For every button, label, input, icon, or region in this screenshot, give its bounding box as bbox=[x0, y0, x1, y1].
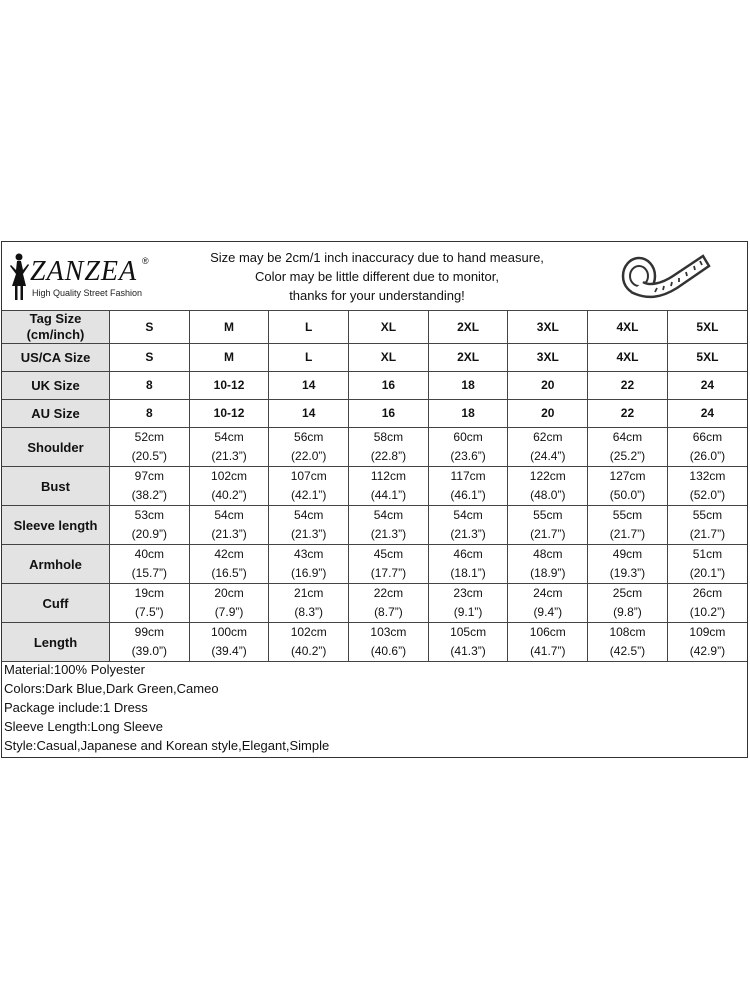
table-cell bbox=[189, 506, 269, 545]
table-cell: XL bbox=[349, 311, 429, 344]
table-cell bbox=[667, 623, 747, 662]
size-chart bbox=[1, 241, 748, 758]
table-cell bbox=[189, 545, 269, 584]
table-cell bbox=[428, 584, 508, 623]
table-cell bbox=[269, 584, 349, 623]
inch-value: (40.2”) bbox=[211, 488, 247, 502]
table-cell bbox=[508, 467, 588, 506]
inch-value: (42.1”) bbox=[291, 488, 327, 502]
table-cell bbox=[508, 584, 588, 623]
inch-value: (21.7”) bbox=[689, 527, 726, 541]
cm-value: 54cm bbox=[373, 508, 404, 522]
cm-value: 53cm bbox=[134, 508, 165, 522]
inch-value: (21.7”) bbox=[530, 527, 566, 541]
cm-value: 49cm bbox=[612, 547, 643, 561]
table-cell bbox=[588, 545, 668, 584]
cm-value: 58cm bbox=[373, 430, 404, 444]
table-cell: 3XL bbox=[508, 344, 588, 372]
table-row bbox=[2, 311, 747, 344]
cm-value: 23cm bbox=[453, 586, 483, 600]
table-cell: M bbox=[189, 311, 269, 344]
cm-value: 48cm bbox=[533, 547, 563, 561]
row-label: US/CA Size bbox=[2, 344, 110, 372]
table-cell bbox=[428, 623, 508, 662]
detail-style: Style:Casual,Japanese and Korean style,Elegant,Simple bbox=[4, 738, 330, 753]
table-cell bbox=[428, 428, 508, 467]
table-cell bbox=[428, 506, 508, 545]
inch-value: (7.5”) bbox=[135, 605, 164, 619]
table-cell bbox=[189, 623, 269, 662]
table-cell: 14 bbox=[269, 400, 349, 428]
cm-value: 112cm bbox=[370, 469, 406, 483]
table-cell: 8 bbox=[110, 372, 190, 400]
cm-value: 117cm bbox=[450, 469, 486, 483]
table-cell bbox=[189, 428, 269, 467]
table-cell bbox=[349, 428, 429, 467]
table-cell: 18 bbox=[428, 400, 508, 428]
cm-value: 60cm bbox=[453, 430, 483, 444]
inch-value: (7.9”) bbox=[214, 605, 244, 619]
cm-value: 54cm bbox=[453, 508, 483, 522]
product-details bbox=[4, 660, 329, 755]
inch-value: (39.4”) bbox=[211, 644, 247, 658]
cm-value: 19cm bbox=[134, 586, 165, 600]
cm-value: 97cm bbox=[134, 469, 165, 483]
row-label: UK Size bbox=[2, 372, 110, 400]
table-cell bbox=[428, 545, 508, 584]
inch-value: (22.0”) bbox=[291, 449, 327, 463]
table-row bbox=[2, 372, 747, 400]
table-row bbox=[2, 584, 747, 623]
cm-value: 108cm bbox=[609, 625, 646, 639]
table-cell bbox=[269, 506, 349, 545]
inch-value: (21.3”) bbox=[211, 527, 247, 541]
cm-value: 55cm bbox=[692, 508, 723, 522]
table-cell bbox=[349, 545, 429, 584]
inch-value: (41.7”) bbox=[530, 644, 566, 658]
inch-value: (21.3”) bbox=[211, 449, 247, 463]
cm-value: 127cm bbox=[609, 469, 646, 483]
chart-header bbox=[2, 242, 747, 311]
cm-value: 25cm bbox=[612, 586, 643, 600]
table-cell: 10-12 bbox=[189, 400, 269, 428]
table-cell: L bbox=[269, 344, 349, 372]
inch-value: (16.9”) bbox=[291, 566, 327, 580]
inch-value: (40.2”) bbox=[291, 644, 327, 658]
table-cell: 20 bbox=[508, 372, 588, 400]
cm-value: 42cm bbox=[214, 547, 244, 561]
table-cell bbox=[588, 428, 668, 467]
inch-value: (39.0”) bbox=[131, 644, 168, 658]
inch-value: (10.2”) bbox=[689, 605, 726, 619]
inch-value: (9.8”) bbox=[613, 605, 642, 619]
table-cell bbox=[110, 545, 190, 584]
row-label: Bust bbox=[2, 467, 110, 506]
inch-value: (38.2”) bbox=[131, 488, 168, 502]
inch-value: (24.4”) bbox=[530, 449, 566, 463]
cm-value: 21cm bbox=[294, 586, 324, 600]
inch-value: (41.3”) bbox=[450, 644, 486, 658]
measuring-tape-icon bbox=[617, 248, 717, 306]
brand-name: ZANZEA bbox=[30, 256, 138, 287]
size-table bbox=[2, 310, 747, 662]
inch-value: (17.7”) bbox=[370, 566, 407, 580]
table-cell: S bbox=[110, 344, 190, 372]
inch-value: (25.2”) bbox=[609, 449, 646, 463]
cm-value: 64cm bbox=[612, 430, 643, 444]
table-cell bbox=[349, 584, 429, 623]
table-cell: 20 bbox=[508, 400, 588, 428]
table-cell bbox=[269, 623, 349, 662]
cm-value: 20cm bbox=[214, 586, 244, 600]
table-row bbox=[2, 344, 747, 372]
table-cell bbox=[588, 467, 668, 506]
cm-value: 107cm bbox=[290, 469, 327, 483]
inch-value: (52.0”) bbox=[689, 488, 726, 502]
inch-value: (21.3”) bbox=[450, 527, 486, 541]
table-cell bbox=[349, 467, 429, 506]
row-label: Shoulder bbox=[2, 428, 110, 467]
row-label: Sleeve length bbox=[2, 506, 110, 545]
cm-value: 99cm bbox=[134, 625, 165, 639]
inch-value: (20.9”) bbox=[131, 527, 168, 541]
table-cell bbox=[189, 584, 269, 623]
table-cell: XL bbox=[349, 344, 429, 372]
cm-value: 102cm bbox=[290, 625, 327, 639]
table-cell bbox=[588, 584, 668, 623]
table-cell bbox=[667, 506, 747, 545]
table-cell bbox=[667, 584, 747, 623]
table-cell: 16 bbox=[349, 372, 429, 400]
row-label: Cuff bbox=[2, 584, 110, 623]
inch-value: (18.1”) bbox=[450, 566, 486, 580]
inch-value: (42.9”) bbox=[689, 644, 726, 658]
inch-value: (20.5”) bbox=[131, 449, 168, 463]
table-cell bbox=[508, 623, 588, 662]
table-cell bbox=[349, 623, 429, 662]
brand-logo bbox=[8, 250, 158, 305]
cm-value: 54cm bbox=[214, 508, 244, 522]
inch-value: (9.4”) bbox=[533, 605, 563, 619]
detail-material: Material:100% Polyester bbox=[4, 662, 145, 677]
table-cell bbox=[110, 584, 190, 623]
cm-value: 105cm bbox=[450, 625, 487, 639]
table-cell: M bbox=[189, 344, 269, 372]
row-label: Length bbox=[2, 623, 110, 662]
row-label: AU Size bbox=[2, 400, 110, 428]
cm-value: 100cm bbox=[211, 625, 248, 639]
table-cell bbox=[110, 506, 190, 545]
cm-value: 52cm bbox=[134, 430, 165, 444]
table-cell: 22 bbox=[588, 400, 668, 428]
inch-value: (22.8”) bbox=[370, 449, 407, 463]
table-cell bbox=[189, 467, 269, 506]
table-row bbox=[2, 623, 747, 662]
cm-value: 62cm bbox=[533, 430, 563, 444]
cm-value: 46cm bbox=[453, 547, 483, 561]
cm-value: 54cm bbox=[214, 430, 244, 444]
measure-notice bbox=[192, 248, 562, 305]
woman-silhouette-icon bbox=[8, 252, 32, 302]
cm-value: 24cm bbox=[533, 586, 563, 600]
table-cell bbox=[269, 467, 349, 506]
inch-value: (46.1”) bbox=[450, 488, 486, 502]
table-cell: 10-12 bbox=[189, 372, 269, 400]
table-cell: 5XL bbox=[667, 344, 747, 372]
table-cell: 16 bbox=[349, 400, 429, 428]
notice-line: Color may be little different due to monitor, bbox=[255, 269, 499, 284]
table-cell: 3XL bbox=[508, 311, 588, 344]
table-row bbox=[2, 428, 747, 467]
row-label: Armhole bbox=[2, 545, 110, 584]
table-cell bbox=[269, 545, 349, 584]
cm-value: 51cm bbox=[692, 547, 723, 561]
table-cell: 2XL bbox=[428, 344, 508, 372]
table-cell bbox=[508, 506, 588, 545]
inch-value: (21.7”) bbox=[609, 527, 646, 541]
table-cell bbox=[667, 545, 747, 584]
table-cell bbox=[667, 467, 747, 506]
inch-value: (50.0”) bbox=[609, 488, 646, 502]
inch-value: (9.1”) bbox=[453, 605, 483, 619]
inch-value: (44.1”) bbox=[370, 488, 407, 502]
table-cell bbox=[110, 623, 190, 662]
table-row bbox=[2, 545, 747, 584]
inch-value: (26.0”) bbox=[689, 449, 726, 463]
inch-value: (15.7”) bbox=[131, 566, 168, 580]
cm-value: 106cm bbox=[529, 625, 566, 639]
cm-value: 55cm bbox=[612, 508, 643, 522]
table-cell: 24 bbox=[667, 400, 747, 428]
table-cell bbox=[588, 623, 668, 662]
cm-value: 103cm bbox=[370, 625, 407, 639]
table-cell bbox=[110, 428, 190, 467]
table-cell: 8 bbox=[110, 400, 190, 428]
inch-value: (42.5”) bbox=[609, 644, 646, 658]
cm-value: 102cm bbox=[211, 469, 248, 483]
cm-value: 54cm bbox=[294, 508, 324, 522]
inch-value: (48.0”) bbox=[530, 488, 566, 502]
inch-value: (23.6”) bbox=[450, 449, 486, 463]
table-cell: 4XL bbox=[588, 344, 668, 372]
inch-value: (8.3”) bbox=[294, 605, 324, 619]
cm-value: 45cm bbox=[373, 547, 404, 561]
cm-value: 56cm bbox=[294, 430, 324, 444]
table-cell bbox=[508, 545, 588, 584]
inch-value: (21.3”) bbox=[291, 527, 327, 541]
inch-value: (21.3”) bbox=[370, 527, 407, 541]
table-cell: S bbox=[110, 311, 190, 344]
notice-line: Size may be 2cm/1 inch inaccuracy due to hand measure, bbox=[210, 250, 544, 265]
cm-value: 132cm bbox=[689, 469, 726, 483]
cm-value: 55cm bbox=[533, 508, 563, 522]
table-cell: 5XL bbox=[667, 311, 747, 344]
row-label: Tag Size (cm/inch) bbox=[2, 311, 110, 344]
cm-value: 66cm bbox=[692, 430, 723, 444]
table-cell: 4XL bbox=[588, 311, 668, 344]
table-cell: 14 bbox=[269, 372, 349, 400]
brand-tagline: High Quality Street Fashion bbox=[32, 288, 143, 298]
inch-value: (8.7”) bbox=[374, 605, 403, 619]
inch-value: (40.6”) bbox=[370, 644, 407, 658]
table-cell: 2XL bbox=[428, 311, 508, 344]
registered-mark: ® bbox=[142, 256, 149, 266]
table-cell: 24 bbox=[667, 372, 747, 400]
inch-value: (19.3”) bbox=[609, 566, 646, 580]
table-cell bbox=[110, 467, 190, 506]
inch-value: (16.5”) bbox=[211, 566, 247, 580]
notice-line: thanks for your understanding! bbox=[289, 288, 465, 303]
cm-value: 40cm bbox=[134, 547, 165, 561]
detail-package: Package include:1 Dress bbox=[4, 700, 148, 715]
table-row bbox=[2, 400, 747, 428]
cm-value: 43cm bbox=[294, 547, 324, 561]
table-cell bbox=[269, 428, 349, 467]
inch-value: (20.1”) bbox=[689, 566, 726, 580]
table-cell: L bbox=[269, 311, 349, 344]
table-cell: 22 bbox=[588, 372, 668, 400]
table-row bbox=[2, 506, 747, 545]
cm-value: 22cm bbox=[373, 586, 404, 600]
table-cell bbox=[349, 506, 429, 545]
table-cell bbox=[428, 467, 508, 506]
table-cell: 18 bbox=[428, 372, 508, 400]
cm-value: 26cm bbox=[692, 586, 723, 600]
cm-value: 109cm bbox=[689, 625, 726, 639]
inch-value: (18.9”) bbox=[530, 566, 566, 580]
cm-value: 122cm bbox=[529, 469, 566, 483]
detail-sleeve: Sleeve Length:Long Sleeve bbox=[4, 719, 164, 734]
table-cell bbox=[588, 506, 668, 545]
table-row bbox=[2, 467, 747, 506]
table-cell bbox=[508, 428, 588, 467]
table-cell bbox=[667, 428, 747, 467]
detail-colors: Colors:Dark Blue,Dark Green,Cameo bbox=[4, 681, 219, 696]
